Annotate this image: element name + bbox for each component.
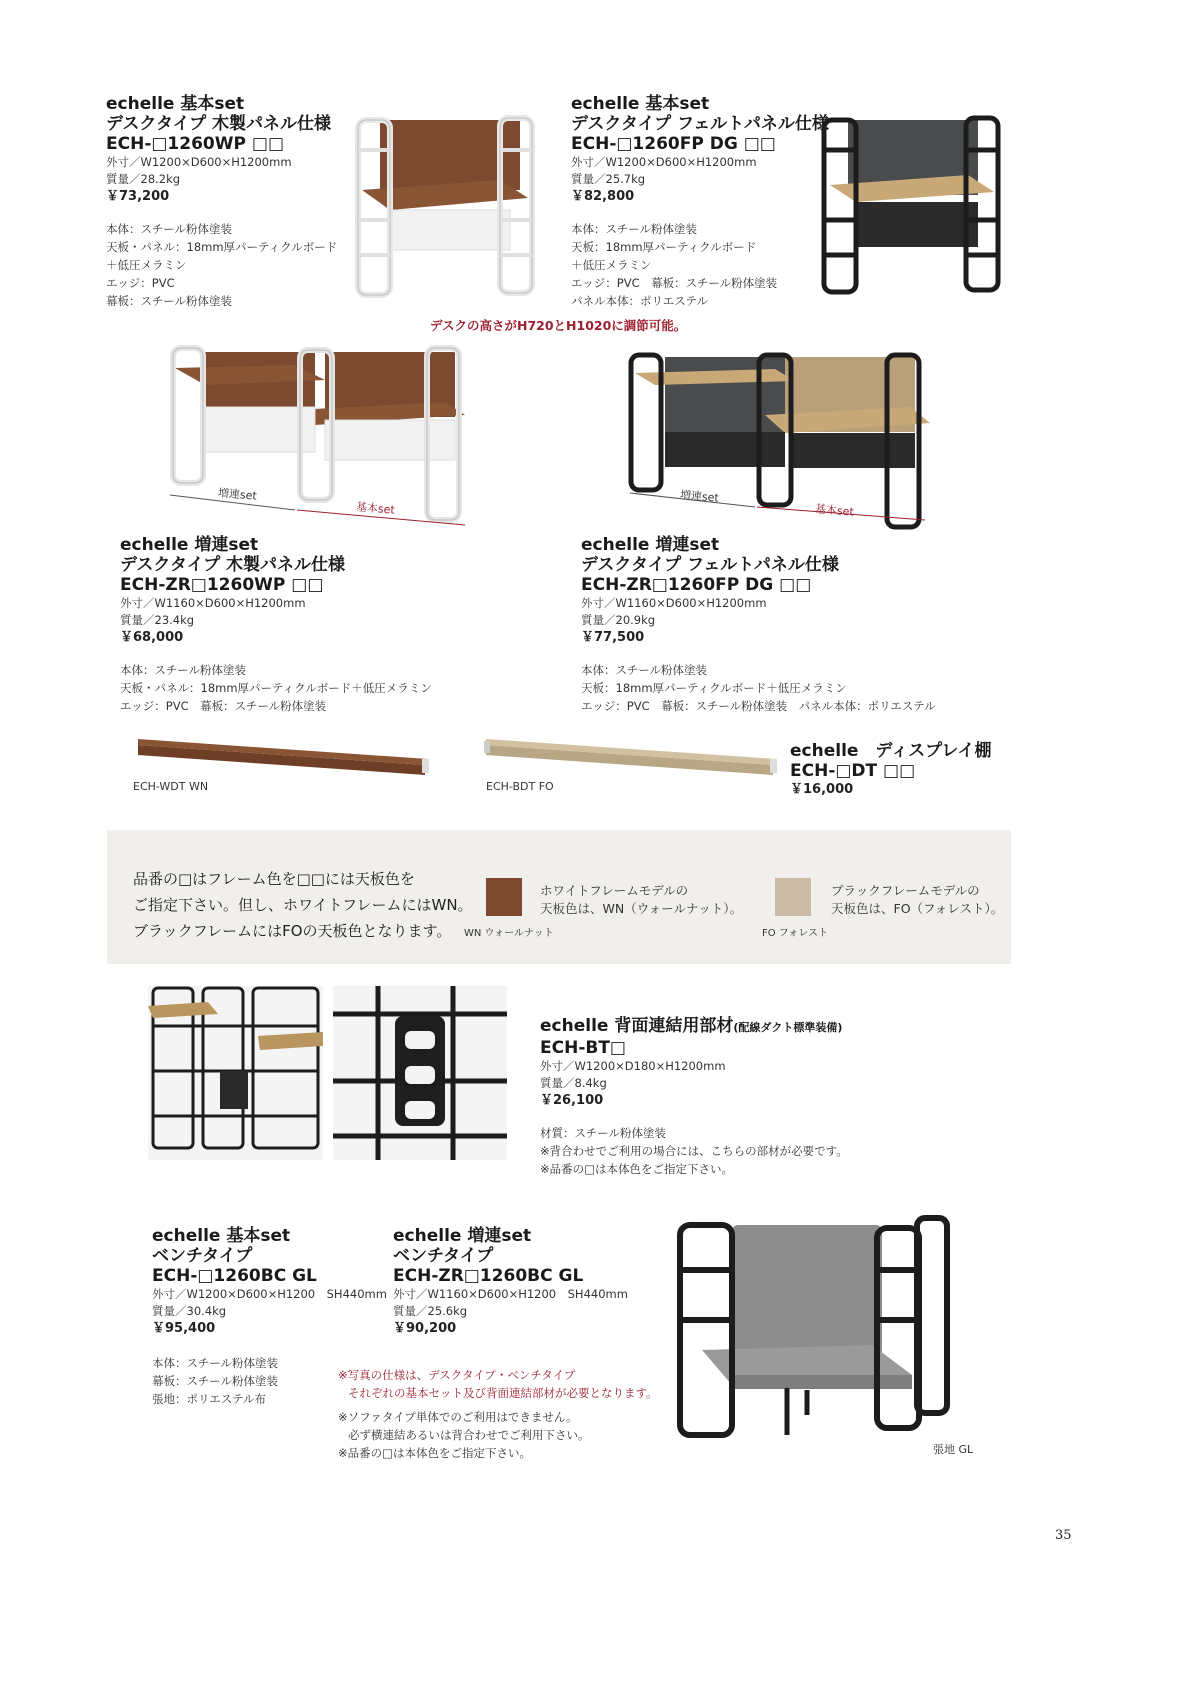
product-price: ￥82,800 <box>571 189 635 204</box>
material-line: エッジ：PVC 幕板：スチール粉体塗装 パネル本体：ポリエステル <box>581 699 936 713</box>
material-line: 張地：ポリエステル布 <box>152 1392 266 1406</box>
material-line: エッジ：PVC 幕板：スチール粉体塗装 <box>571 276 778 290</box>
material-line: 本体：スチール粉体塗装 <box>571 222 698 236</box>
product-weight: 質量／28.2kg <box>106 172 181 186</box>
product-series: echelle 増連set <box>120 535 259 555</box>
bench-notes <box>338 1408 590 1462</box>
product-code: ECH-ZR□1260FP DG □□ <box>581 575 812 595</box>
shelf-forest-caption: ECH-BDT FO <box>486 780 554 793</box>
desk-white-walnut-image <box>350 110 540 300</box>
product-code: ECH-□1260FP DG □□ <box>571 134 776 154</box>
note-line: 品番の□はフレーム色を□□には天板色を <box>133 870 415 888</box>
product-size: 外寸／W1200×D180×H1200mm <box>540 1059 726 1073</box>
product-price: ￥16,000 <box>790 782 854 797</box>
material-line: 天板・パネル：18mm厚パーティクルボード＋低圧メラミン <box>120 681 432 695</box>
dim-label-basic: 基本set <box>814 502 855 519</box>
product-series: echelle 基本set <box>106 94 245 114</box>
walnut-description <box>540 882 742 918</box>
product-size: 外寸／W1200×D600×H1200mm <box>571 155 757 169</box>
product-series: echelle 増連set <box>393 1226 532 1246</box>
dim-label-extension: 増連set <box>217 486 258 503</box>
material-line: パネル本体：ポリエステル <box>571 294 708 308</box>
desk-black-extension-image <box>625 345 935 535</box>
product-desk-felt-extension <box>581 535 936 715</box>
shelf-forest-image <box>478 735 783 780</box>
product-desk-wood-extension <box>120 535 432 715</box>
walnut-swatch <box>486 878 522 916</box>
material-line: 天板：18mm厚パーティクルボード <box>571 240 757 254</box>
product-size: 外寸／W1160×D600×H1200mm <box>581 596 767 610</box>
product-price: ￥95,400 <box>152 1321 216 1336</box>
product-type: デスクタイプ 木製パネル仕様 <box>106 114 332 134</box>
material-line: 幕板：スチール粉体塗装 <box>152 1374 279 1388</box>
note-line: ※背合わせでご利用の場合には、こちらの部材が必要です。 <box>540 1144 848 1158</box>
walnut-swatch-label: WN ウォールナット <box>464 928 554 939</box>
product-type: デスクタイプ フェルトパネル仕様 <box>571 114 829 134</box>
material-line: 天板：18mm厚パーティクルボード＋低圧メラミン <box>581 681 847 695</box>
material-line: ＋低圧メラミン <box>571 258 652 272</box>
swatch-text: 天板色は、FO（フォレスト）。 <box>831 901 1004 916</box>
note-line: ブラックフレームにはFOの天板色となります。 <box>133 922 452 940</box>
material-line: ＋低圧メラミン <box>106 258 187 272</box>
product-weight: 質量／23.4kg <box>120 613 195 627</box>
forest-swatch-label: FO フォレスト <box>762 928 829 939</box>
material-line: 幕板：スチール粉体塗装 <box>106 294 233 308</box>
note-line: ※品番の□は本体色をご指定下さい。 <box>338 1446 531 1460</box>
product-code: ECH-BT□ <box>540 1038 626 1058</box>
product-code: ECH-□1260BC GL <box>152 1266 317 1286</box>
back-connector-photo-wide <box>148 986 323 1160</box>
product-series-sub: (配線ダクト標準装備) <box>733 1021 843 1034</box>
product-price: ￥68,000 <box>120 630 184 645</box>
product-display-shelf <box>790 741 992 799</box>
swatch-text: 天板色は、WN（ウォールナット）。 <box>540 901 742 916</box>
note-line: 必ず横連結あるいは背合わせでご利用下さい。 <box>348 1428 590 1442</box>
dim-label-extension: 増連set <box>679 488 720 505</box>
product-type: ベンチタイプ <box>152 1246 253 1266</box>
product-desk-wood-basic <box>106 94 337 310</box>
product-back-connector <box>540 1016 848 1178</box>
product-weight: 質量／30.4kg <box>152 1304 227 1318</box>
product-type: デスクタイプ 木製パネル仕様 <box>120 555 346 575</box>
product-price: ￥77,500 <box>581 630 645 645</box>
desk-black-felt-image <box>818 110 1003 300</box>
swatch-text: ブラックフレームモデルの <box>831 883 980 898</box>
shelf-walnut-image <box>130 735 435 780</box>
material-line: 本体：スチール粉体塗装 <box>120 663 247 677</box>
color-note-text <box>133 866 473 944</box>
product-size: 外寸／W1200×D600×H1200mm <box>106 155 292 169</box>
product-price: ￥73,200 <box>106 189 170 204</box>
product-code: ECH-□1260WP □□ <box>106 134 285 154</box>
material-line: 本体：スチール粉体塗装 <box>581 663 708 677</box>
swatch-text: ホワイトフレームモデルの <box>540 883 689 898</box>
product-size: 外寸／W1160×D600×H1200 SH440mm <box>393 1287 628 1301</box>
product-weight: 質量／25.6kg <box>393 1304 468 1318</box>
material-line: 本体：スチール粉体塗装 <box>106 222 233 236</box>
material-line: 天板・パネル：18mm厚パーティクルボード <box>106 240 338 254</box>
material-line: 本体：スチール粉体塗装 <box>152 1356 279 1370</box>
forest-description <box>831 882 1003 918</box>
bench-red-notes <box>338 1366 658 1402</box>
product-series <box>540 1016 848 1038</box>
note-line: ※ソファタイプ単体でのご利用はできません。 <box>338 1410 578 1424</box>
product-series-text: echelle 背面連結用部材 <box>540 1016 734 1036</box>
page-number: 35 <box>1055 1528 1072 1543</box>
product-series: echelle ディスプレイ棚 <box>790 741 992 761</box>
product-price: ￥90,200 <box>393 1321 457 1336</box>
product-weight: 質量／20.9kg <box>581 613 656 627</box>
product-type: ベンチタイプ <box>393 1246 494 1266</box>
product-size: 外寸／W1160×D600×H1200mm <box>120 596 306 610</box>
forest-swatch <box>775 878 811 916</box>
product-series: echelle 基本set <box>571 94 710 114</box>
note-line: ※写真の仕様は、デスクタイプ・ベンチタイプ <box>338 1368 576 1382</box>
shelf-walnut-caption: ECH-WDT WN <box>133 780 209 793</box>
product-desk-felt-basic <box>571 94 829 310</box>
note-line: ご指定下さい。但し、ホワイトフレームにはWN。 <box>133 896 473 914</box>
product-type: デスクタイプ フェルトパネル仕様 <box>581 555 839 575</box>
product-code: ECH-ZR□1260BC GL <box>393 1266 584 1286</box>
product-series: echelle 基本set <box>152 1226 291 1246</box>
note-line: ※品番の□は本体色をご指定下さい。 <box>540 1162 733 1176</box>
product-price: ￥26,100 <box>540 1093 604 1108</box>
note-line: 材質：スチール粉体塗装 <box>540 1126 667 1140</box>
note-line: それぞれの基本セット及び背面連結部材が必要となります。 <box>348 1386 658 1400</box>
product-code: ECH-ZR□1260WP □□ <box>120 575 324 595</box>
product-series: echelle 増連set <box>581 535 720 555</box>
product-bench-extension <box>393 1226 628 1338</box>
material-line: エッジ：PVC 幕板：スチール粉体塗装 <box>120 699 327 713</box>
bench-image <box>672 1210 957 1455</box>
dim-label-basic: 基本set <box>355 500 396 517</box>
back-connector-photo-closeup <box>333 986 507 1160</box>
product-weight: 質量／25.7kg <box>571 172 646 186</box>
height-adjust-note: デスクの高さがH720とH1020に調節可能。 <box>430 318 687 333</box>
product-code: ECH-□DT □□ <box>790 761 916 781</box>
material-line: エッジ：PVC <box>106 276 175 290</box>
product-weight: 質量／8.4kg <box>540 1076 607 1090</box>
product-size: 外寸／W1200×D600×H1200 SH440mm <box>152 1287 387 1301</box>
bench-fabric-caption: 張地 GL <box>933 1443 974 1456</box>
desk-white-extension-image <box>165 340 470 530</box>
